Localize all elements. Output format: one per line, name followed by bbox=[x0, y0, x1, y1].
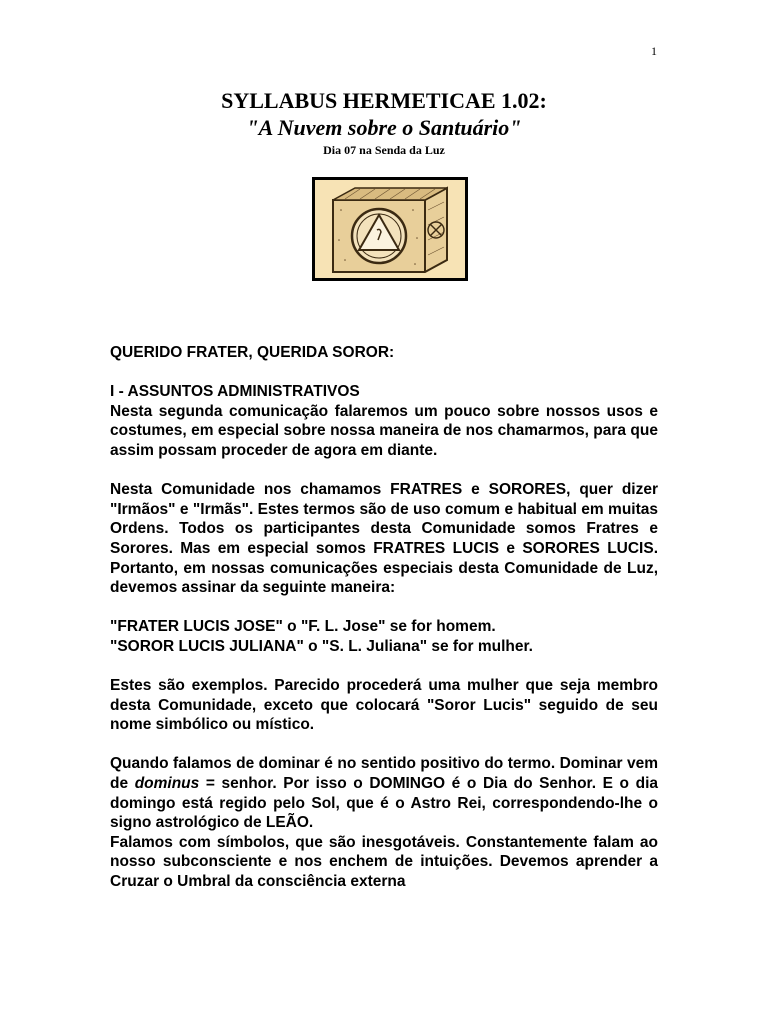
hermetic-cube-with-triangle-icon bbox=[312, 177, 468, 281]
paragraph-4 bbox=[110, 754, 658, 832]
paragraph-3: Estes são exemplos. Parecido procederá uma mulher que seja membro desta Comunidade, exceto que colocará "Soror Lucis" seguido de seu nome simbólico ou místico. bbox=[110, 677, 658, 734]
example-frater: "FRATER LUCIS JOSE" o "F. L. Jose" se for homem. bbox=[110, 618, 496, 636]
paragraph-4-text-a: Quando falamos de dominar é no sentido positivo do termo. Dominar vem de bbox=[110, 755, 658, 793]
example-soror: "SOROR LUCIS JULIANA" o "S. L. Juliana" se for mulher. bbox=[110, 637, 533, 655]
paragraph-2: Nesta Comunidade nos chamamos FRATRES e SORORES, quer dizer "Irmãos" e "Irmãs". Estes termos são de uso comum e habitual em muitas Ordens. Todos os participantes desta Comunidade somos Fratres e Sorores. Mas em especial somos FRATRES LUCIS e SORORES LUCIS. Portanto, em nossas comunicações especiais desta Comunidade de Luz, devemos assinar da seguinte maneira: bbox=[110, 481, 658, 597]
page-number: 1 bbox=[651, 44, 657, 58]
document-subtitle: "A Nuvem sobre o Santuário" bbox=[246, 115, 522, 140]
paragraph-1: Nesta segunda comunicação falaremos um pouco sobre nossos usos e costumes, em especial sobre nossa maneira de nos chamarmos, para que assim possam proceder de agora em diante. bbox=[110, 402, 658, 459]
letter-body bbox=[110, 343, 658, 892]
paragraph-4-italic: dominus bbox=[134, 775, 200, 793]
paragraph-5: Falamos com símbolos, que são inesgotáveis. Constantemente falam ao nosso subconsciente e nos enchem de intuições. Devemos aprender a Cruzar o Umbral da consciência externa bbox=[110, 833, 658, 891]
document-title: SYLLABUS HERMETICAE 1.02: bbox=[221, 88, 547, 113]
greeting: QUERIDO FRATER, QUERIDA SOROR: bbox=[110, 344, 395, 361]
paragraph-4-text-b: = senhor. Por isso o DOMINGO é o Dia do Senhor. E o dia domingo está regido pelo Sol, que é o Astro Rei, correspondendo-lhe o signo astrológico de LEÃO. bbox=[110, 775, 658, 832]
day-line: Dia 07 na Senda da Luz bbox=[323, 143, 445, 157]
section-heading: I - ASSUNTOS ADMINISTRATIVOS bbox=[110, 383, 360, 401]
